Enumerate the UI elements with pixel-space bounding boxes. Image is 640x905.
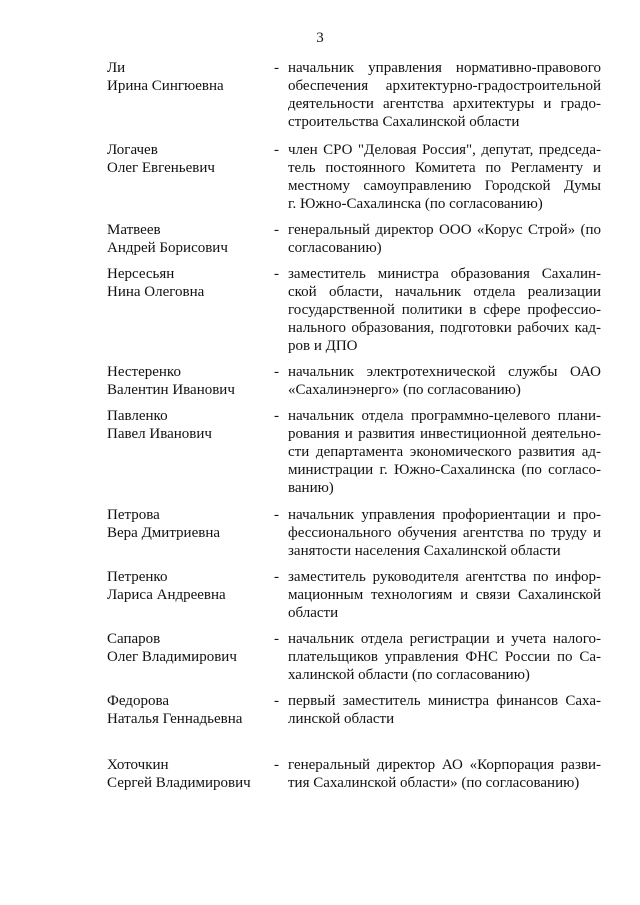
position-line: сти департамента экономического развития ад-: [288, 444, 601, 460]
position-line: ской области, начальник отдела реализации: [288, 284, 601, 300]
position-line: «Сахалинэнерго» (по согласованию): [288, 382, 521, 398]
member-position: [288, 407, 601, 497]
position-line: государственной политики в сфере профессио-: [288, 302, 601, 318]
member-name: [107, 568, 267, 604]
member-name: [107, 506, 267, 542]
position-line: фессионального обучения агентства по труду и: [288, 525, 601, 541]
separator-dash: -: [274, 60, 279, 76]
separator-dash: -: [274, 757, 279, 773]
member-given-name: Андрей Борисович: [107, 240, 228, 256]
member-given-name: Олег Евгеньевич: [107, 160, 215, 176]
position-line: тель постоянного Комитета по Регламенту и: [288, 160, 601, 176]
separator-dash: -: [274, 364, 279, 380]
member-given-name: Наталья Геннадьевна: [107, 711, 243, 727]
member-name: [107, 630, 267, 666]
member-surname: Ли: [107, 60, 126, 76]
position-line: начальник отдела программно-целевого плани-: [288, 408, 601, 424]
member-name: [107, 363, 267, 399]
position-line: начальник электротехнической службы ОАО: [288, 364, 601, 380]
position-line: первый заместитель министра финансов Саха-: [288, 693, 601, 709]
member-surname: Хоточкин: [107, 757, 169, 773]
member-surname: Федорова: [107, 693, 169, 709]
member-position: [288, 265, 601, 355]
member-given-name: Нина Олеговна: [107, 284, 205, 300]
member-surname: Нестеренко: [107, 364, 181, 380]
position-line: г. Южно-Сахалинска (по согласованию): [288, 196, 543, 212]
member-given-name: Валентин Иванович: [107, 382, 235, 398]
member-given-name: Ирина Сингюевна: [107, 78, 224, 94]
position-line: линской области: [288, 711, 395, 727]
member-given-name: Вера Дмитриевна: [107, 525, 221, 541]
separator-dash: -: [274, 693, 279, 709]
position-line: мационным технологиям и связи Сахалинской: [288, 587, 601, 603]
member-position: [288, 363, 601, 399]
position-line: заместитель министра образования Сахалин-: [288, 266, 601, 282]
position-line: согласованию): [288, 240, 382, 256]
separator-dash: -: [274, 266, 279, 282]
separator-dash: -: [274, 408, 279, 424]
separator-dash: -: [274, 142, 279, 158]
member-position: [288, 59, 601, 131]
position-line: начальник управления нормативно-правового: [288, 60, 601, 76]
member-surname: Логачев: [107, 142, 158, 158]
member-position: [288, 692, 601, 728]
position-line: заместитель руководителя агентства по инфор-: [288, 569, 601, 585]
member-surname: Петрова: [107, 507, 160, 523]
position-line: занятости населения Сахалинской области: [288, 543, 561, 559]
position-line: плательщиков управления ФНС России по Са-: [288, 649, 601, 665]
position-line: строительства Сахалинской области: [288, 114, 520, 130]
member-position: [288, 756, 601, 792]
position-line: нального образования, подготовки рабочих кад-: [288, 320, 601, 336]
member-position: [288, 568, 601, 622]
member-name: [107, 692, 267, 728]
member-surname: Сапаров: [107, 631, 161, 647]
separator-dash: -: [274, 222, 279, 238]
separator-dash: -: [274, 569, 279, 585]
member-position: [288, 221, 601, 257]
position-line: рования и развития инвестиционной деятельно-: [288, 426, 601, 442]
member-name: [107, 59, 267, 95]
separator-dash: -: [274, 631, 279, 647]
position-line: член СРО "Деловая Россия", депутат, председа-: [288, 142, 601, 158]
member-name: [107, 141, 267, 177]
member-position: [288, 141, 601, 213]
member-given-name: Лариса Андреевна: [107, 587, 226, 603]
member-surname: Петренко: [107, 569, 168, 585]
position-line: начальник отдела регистрации и учета налого-: [288, 631, 601, 647]
member-given-name: Олег Владимирович: [107, 649, 237, 665]
separator-dash: -: [274, 507, 279, 523]
position-line: тия Сахалинской области» (по согласованию): [288, 775, 580, 791]
member-surname: Павленко: [107, 408, 168, 424]
member-name: [107, 756, 267, 792]
member-given-name: Павел Иванович: [107, 426, 212, 442]
position-line: генеральный директор ООО «Корус Строй» (по: [288, 222, 601, 238]
position-line: ванию): [288, 480, 334, 496]
position-line: начальник управления профориентации и про-: [288, 507, 601, 523]
member-position: [288, 506, 601, 560]
position-line: местному самоуправлению Городской Думы: [288, 178, 601, 194]
member-given-name: Сергей Владимирович: [107, 775, 251, 791]
page-number: 3: [316, 30, 324, 46]
member-name: [107, 221, 267, 257]
member-name: [107, 265, 267, 301]
position-line: обеспечения архитектурно-градостроительной: [288, 78, 601, 94]
position-line: области: [288, 605, 339, 621]
position-line: ров и ДПО: [288, 338, 358, 354]
member-position: [288, 630, 601, 684]
position-line: министрации г. Южно-Сахалинска (по согласо-: [288, 462, 601, 478]
member-surname: Матвеев: [107, 222, 161, 238]
member-surname: Нерсесьян: [107, 266, 175, 282]
position-line: генеральный директор АО «Корпорация разви-: [288, 757, 601, 773]
member-name: [107, 407, 267, 443]
position-line: халинской области (по согласованию): [288, 667, 530, 683]
position-line: деятельности агентства архитектуры и градо-: [288, 96, 601, 112]
